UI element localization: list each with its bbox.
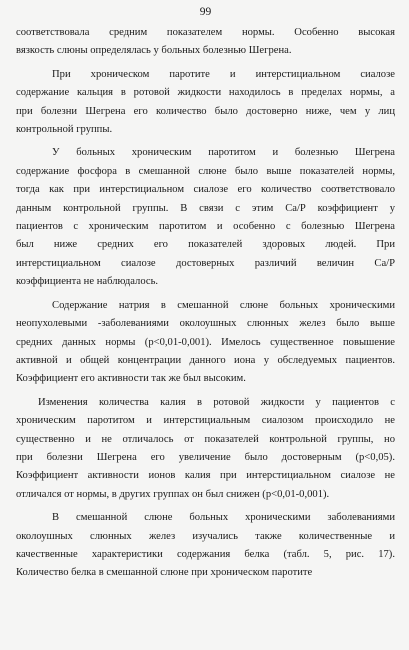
paragraph-phosphorus [16, 144, 395, 291]
text-line: пациентов с хроническим паротитом и особенно с болезнью Шегрена [16, 221, 395, 233]
text-line: при болезни Шегрена его увеличение было достоверным (р<0,05). [16, 451, 395, 463]
text-line: активной и общей концентрации данного иона у обследуемых пациентов. [16, 354, 395, 366]
paragraph-calcium [16, 66, 395, 140]
text-line: тогда как при интерстициальном сиалозе его количество соответствовало [16, 184, 395, 196]
text-line: Содержание натрия в смешанной слюне больных хроническими [52, 299, 395, 311]
text-line: У больных хроническим паротитом и болезнью Шегрена [52, 147, 395, 159]
text-line: Коэффициент его активности так же был высоким. [16, 373, 246, 385]
paragraph-viscosity [16, 24, 395, 61]
text-line: При хроническом паротите и интерстициальном сиалозе [52, 68, 395, 80]
text-line: коэффициента не наблюдалось. [16, 276, 159, 288]
text-line: отличался от нормы, в других группах он был снижен (р<0,01-0,001). [16, 488, 330, 500]
text-line: существенно и не отличалось от показателей контрольной группы, но [16, 433, 395, 445]
text-line: В смешанной слюне больных хроническими заболеваниями [52, 512, 395, 524]
text-line: был ниже средних его показателей здоровых людей. При [16, 239, 395, 251]
text-line: интерстициальном сиалозе достоверных различий величин Са/Р [16, 257, 395, 269]
text-line: неопухолевыми -заболеваниями околоушных слюнных желез было выше [16, 318, 395, 330]
text-line: данным контрольной группы. В связи с этим Са/Р коэффициент у [16, 202, 395, 214]
text-line: вязкость слюны определялась у больных болезнью Шегрена. [16, 45, 292, 57]
text-line: содержание кальция в ротовой жидкости находилось в пределах нормы, а [16, 87, 395, 99]
text-line: при болезни Шегрена его количество было достоверно ниже, чем у лиц [16, 105, 395, 117]
text-line: околоушных слюнных желез изучались также количественные и [16, 530, 395, 542]
paragraph-potassium [16, 394, 395, 504]
paragraph-protein [16, 509, 395, 583]
text-line: Изменения количества калия в ротовой жидкости у пациентов с [38, 396, 395, 408]
text-line: контрольной группы. [16, 124, 113, 136]
text-line: Коэффициент активности ионов калия при интерстициальном сиалозе не [16, 470, 395, 482]
text-line: содержание фосфора в смешанной слюне было выше показателей нормы, [16, 165, 395, 177]
text-line: хроническим паротитом и интерстициальным сиалозом происходило не [16, 415, 395, 427]
text-line: качественные характеристики содержания белка (табл. 5, рис. 17). [16, 548, 395, 560]
text-line: Количество белка в смешанной слюне при хроническом паротите [16, 567, 313, 579]
text-line: средних данных нормы (р<0,01-0,001). Имелось существенное повышение [16, 336, 395, 348]
text-line: соответствовала средним показателем нормы. Особенно высокая [16, 27, 395, 38]
page-number: 99 [199, 6, 212, 18]
paragraph-sodium [16, 297, 395, 389]
